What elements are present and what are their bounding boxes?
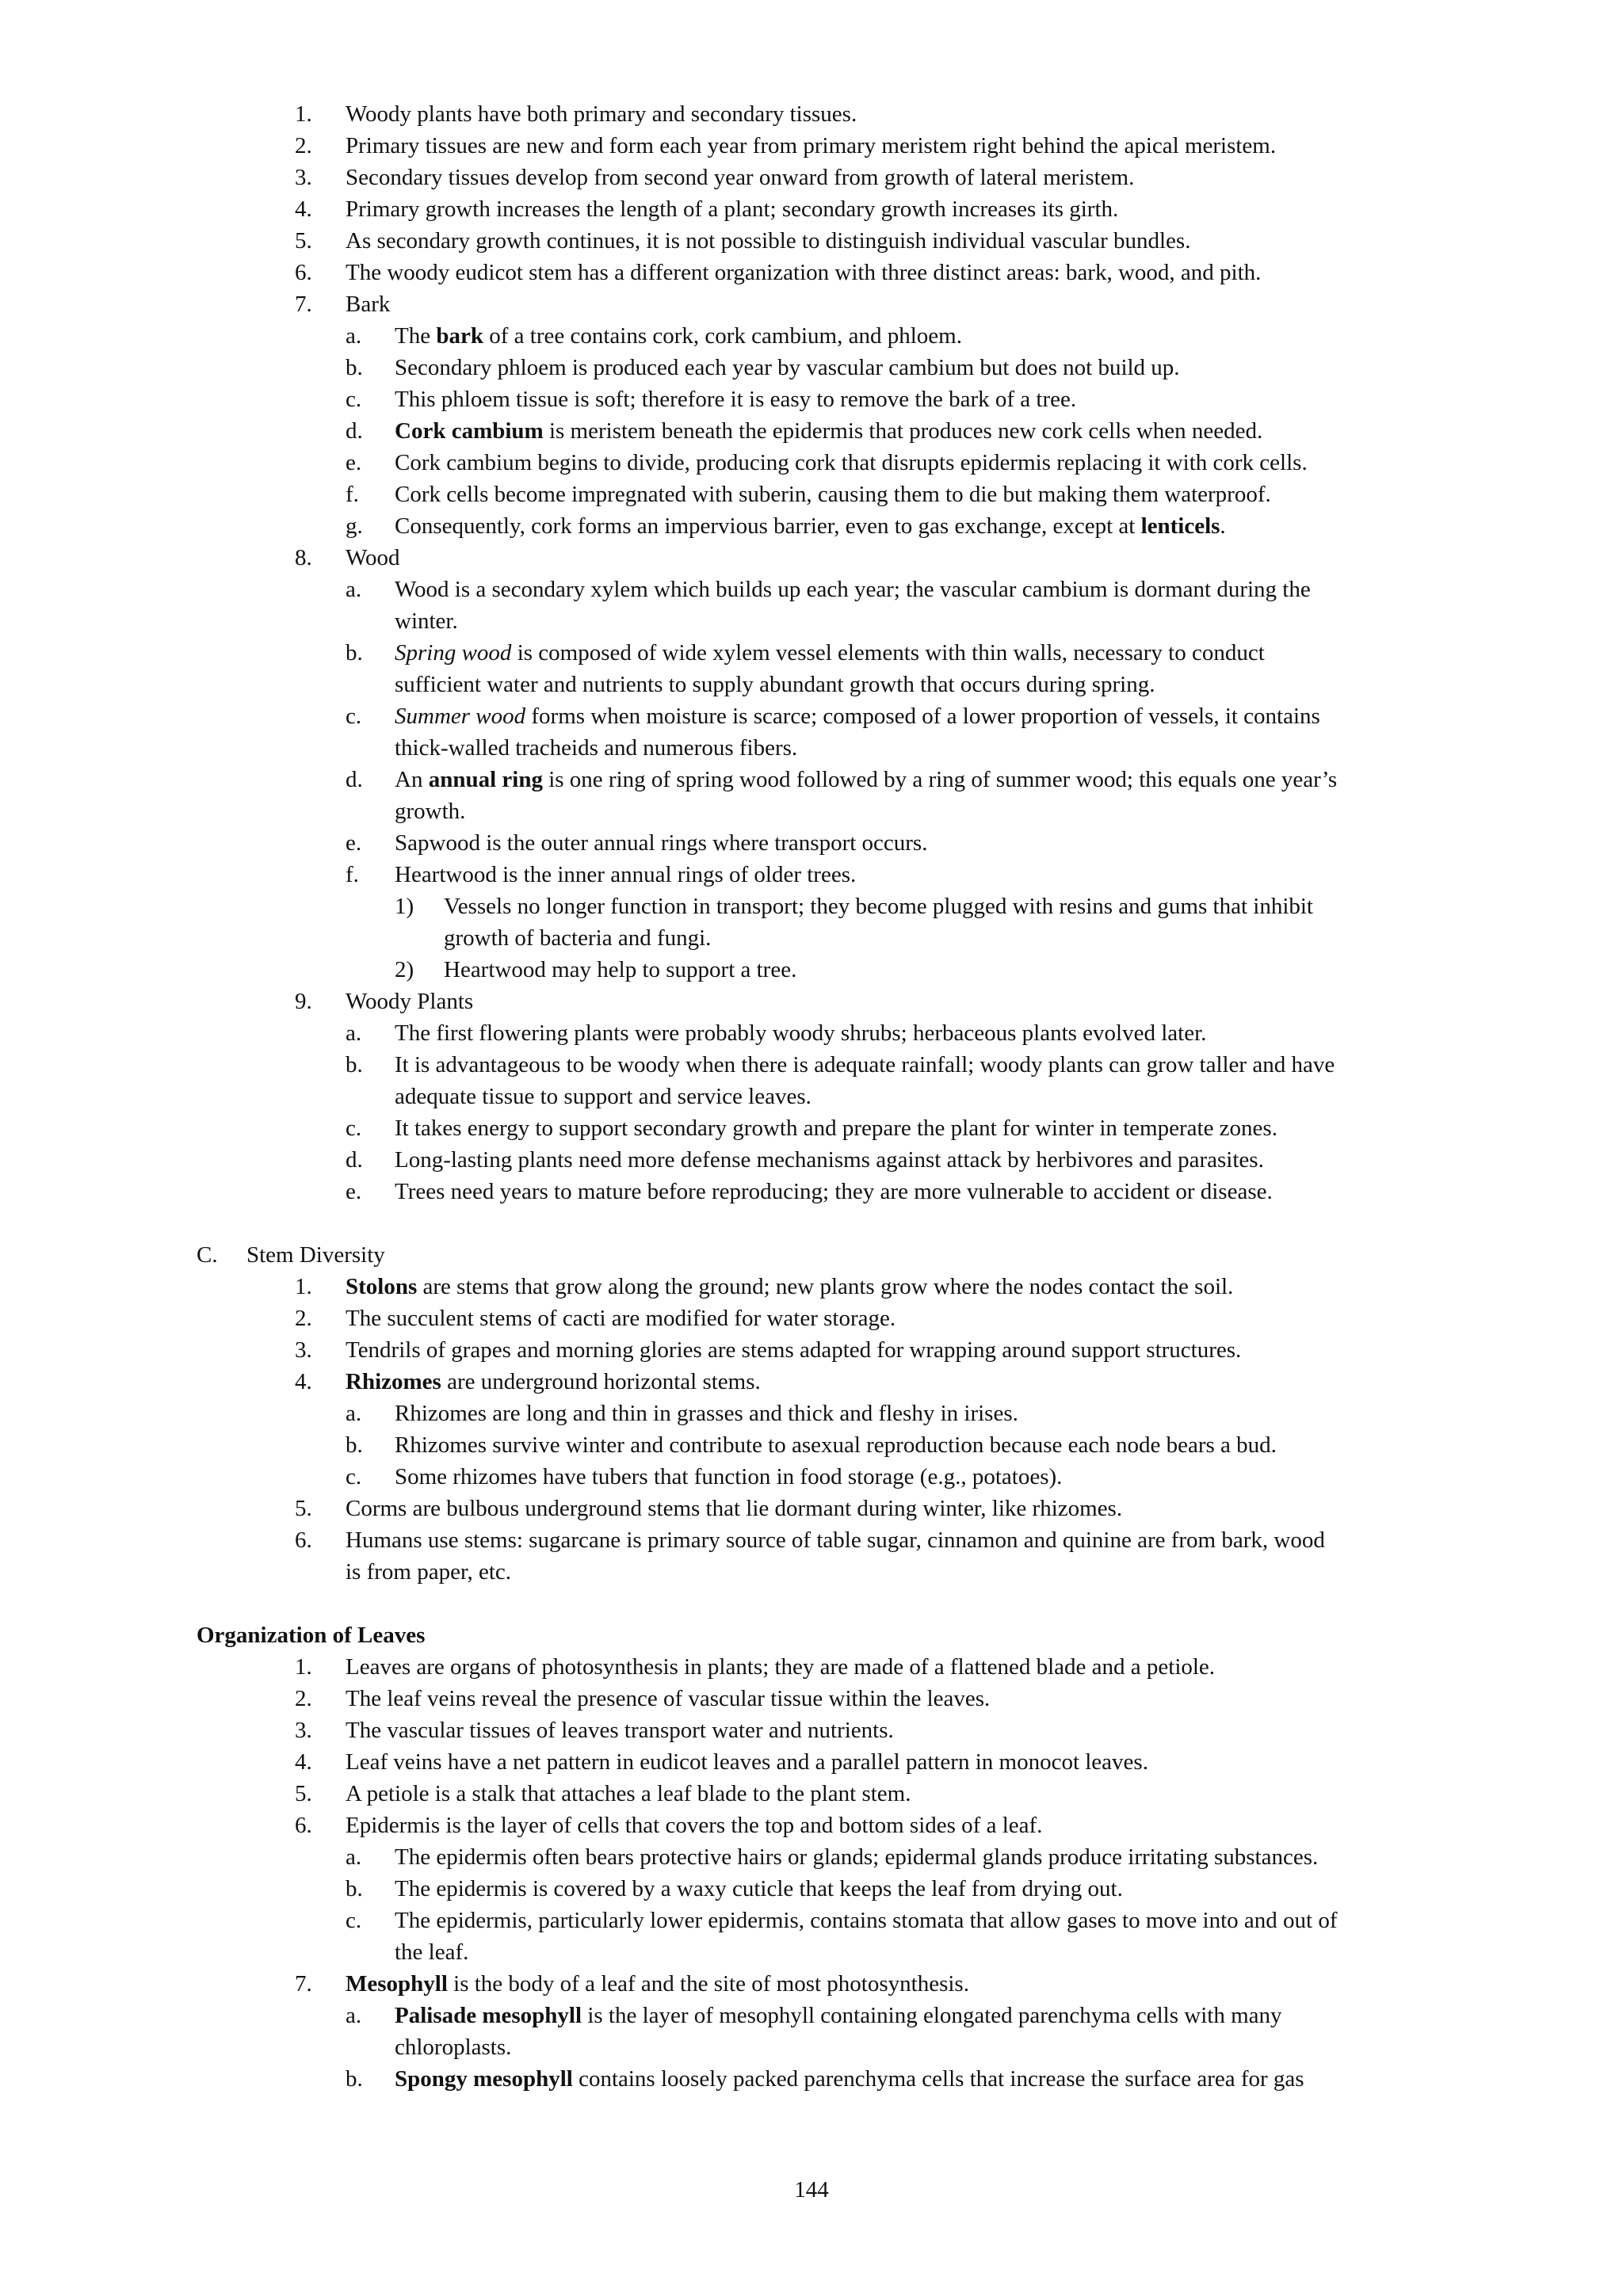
list-subitem-continued: adequate tissue to support and service leaves. xyxy=(395,1084,812,1109)
list-item: 4. Leaf veins have a net pattern in eudicot leaves and a parallel pattern in monocot leaves. xyxy=(295,1749,1148,1775)
list-item: 5. Corms are bulbous underground stems that lie dormant during winter, like rhizomes. xyxy=(295,1496,1123,1521)
section-heading-leaves: Organization of Leaves xyxy=(197,1623,426,1648)
list-subitem: b. Rhizomes survive winter and contribute to asexual reproduction because each node bears a bud. xyxy=(346,1432,1277,1458)
list-subitem-continued: growth. xyxy=(395,799,466,824)
list-subitem-continued: sufficient water and nutrients to supply abundant growth that occurs during spring. xyxy=(395,672,1155,697)
list-subitem: c. Summer wood forms when moisture is scarce; composed of a lower proportion of vessels, it contains xyxy=(346,704,1320,729)
italic-term: Summer wood xyxy=(395,704,526,729)
list-item: 5. A petiole is a stalk that attaches a leaf blade to the plant stem. xyxy=(295,1781,911,1806)
list-subitem: b. Spongy mesophyll contains loosely packed parenchyma cells that increase the surface area for gas xyxy=(346,2066,1304,2092)
list-subitem: f. Cork cells become impregnated with suberin, causing them to die but making them waterproof. xyxy=(346,482,1271,507)
list-item: 6. Humans use stems: sugarcane is primary source of table sugar, cinnamon and quinine are from bark, wood xyxy=(295,1527,1325,1553)
list-item-wood: 8. Wood xyxy=(295,545,400,570)
italic-term: Spring wood xyxy=(395,640,512,666)
bold-term: Stolons xyxy=(346,1274,418,1299)
list-item: 4. Rhizomes are underground horizontal stems. xyxy=(295,1369,761,1394)
list-subitem: e. Cork cambium begins to divide, producing cork that disrupts epidermis replacing it with cork cells. xyxy=(346,450,1308,475)
bold-term: Palisade mesophyll xyxy=(395,2003,582,2028)
list-subitem: b. The epidermis is covered by a waxy cuticle that keeps the leaf from drying out. xyxy=(346,1876,1123,1901)
list-subitem: b. Secondary phloem is produced each year by vascular cambium but does not build up. xyxy=(346,355,1180,380)
list-subitem: b. Spring wood is composed of wide xylem vessel elements with thin walls, necessary to conduct xyxy=(346,640,1265,666)
list-subitem: d. An annual ring is one ring of spring wood followed by a ring of summer wood; this equals one year’s xyxy=(346,767,1338,792)
list-subitem: e. Trees need years to mature before reproducing; they are more vulnerable to accident or disease. xyxy=(346,1179,1273,1204)
list-item: 3. Tendrils of grapes and morning glories are stems adapted for wrapping around support structures. xyxy=(295,1337,1242,1363)
list-item: 1. Leaves are organs of photosynthesis in plants; they are made of a flattened blade and a petiole. xyxy=(295,1654,1216,1680)
list-subitem-continued: thick-walled tracheids and numerous fibers. xyxy=(395,735,798,761)
bold-term: lenticels xyxy=(1140,513,1220,539)
list-subitem: c. The epidermis, particularly lower epidermis, contains stomata that allow gases to move into and out of xyxy=(346,1908,1338,1933)
list-item: 7. Mesophyll is the body of a leaf and the site of most photosynthesis. xyxy=(295,1971,969,1997)
list-item-continued: is from paper, etc. xyxy=(346,1559,512,1585)
section-heading-stem-diversity: C. Stem Diversity xyxy=(197,1242,385,1268)
list-subitem: d. Long-lasting plants need more defense mechanisms against attack by herbivores and parasites. xyxy=(346,1147,1264,1173)
list-subitem: f. Heartwood is the inner annual rings of older trees. xyxy=(346,862,857,887)
list-item: 2. The succulent stems of cacti are modified for water storage. xyxy=(295,1306,896,1331)
list-item-woody-plants: 9. Woody Plants xyxy=(295,989,474,1014)
list-subitem-continued: winter. xyxy=(395,608,458,634)
bold-term: bark xyxy=(436,323,483,349)
list-item: 3. Secondary tissues develop from second year onward from growth of lateral meristem. xyxy=(295,165,1135,190)
list-subsubitem: 2) Heartwood may help to support a tree. xyxy=(395,957,797,982)
list-subitem: b. It is advantageous to be woody when there is adequate rainfall; woody plants can grow taller and have xyxy=(346,1052,1335,1077)
list-item: 6. The woody eudicot stem has a different organization with three distinct areas: bark, wood, and pith. xyxy=(295,260,1262,285)
list-subitem: a. Palisade mesophyll is the layer of mesophyll containing elongated parenchyma cells with many xyxy=(346,2003,1282,2028)
list-item: 6. Epidermis is the layer of cells that covers the top and bottom sides of a leaf. xyxy=(295,1813,1043,1838)
list-subsubitem: 1) Vessels no longer function in transport; they become plugged with resins and gums that inhibit xyxy=(395,894,1313,919)
list-item: 3. The vascular tissues of leaves transport water and nutrients. xyxy=(295,1718,894,1743)
page-number-row xyxy=(0,2174,1623,2206)
list-item: 5. As secondary growth continues, it is not possible to distinguish individual vascular bundles. xyxy=(295,228,1191,254)
list-item: 2. Primary tissues are new and form each year from primary meristem right behind the apical meristem. xyxy=(295,133,1277,158)
bold-term: Mesophyll xyxy=(346,1971,448,1997)
list-subitem: c. It takes energy to support secondary growth and prepare the plant for winter in temperate zones. xyxy=(346,1116,1277,1141)
list-subitem: d. Cork cambium is meristem beneath the epidermis that produces new cork cells when needed. xyxy=(346,418,1263,444)
list-subitem: a. The first flowering plants were probably woody shrubs; herbaceous plants evolved later. xyxy=(346,1020,1207,1046)
list-item: 1. Stolons are stems that grow along the ground; new plants grow where the nodes contact the soil. xyxy=(295,1274,1234,1299)
bold-term: Rhizomes xyxy=(346,1369,441,1394)
list-item-bark: 7. Bark xyxy=(295,292,391,317)
list-subitem: a. The bark of a tree contains cork, cork cambium, and phloem. xyxy=(346,323,962,349)
list-subsubitem-continued: growth of bacteria and fungi. xyxy=(444,925,712,951)
list-subitem: g. Consequently, cork forms an impervious barrier, even to gas exchange, except at lenticels. xyxy=(346,513,1226,539)
list-subitem-continued: chloroplasts. xyxy=(395,2035,512,2060)
list-subitem: c. Some rhizomes have tubers that function in food storage (e.g., potatoes). xyxy=(346,1464,1063,1489)
bold-term: Cork cambium xyxy=(395,418,544,444)
list-subitem-continued: the leaf. xyxy=(395,1939,469,1965)
page-number: 144 xyxy=(794,2177,829,2203)
list-item: 4. Primary growth increases the length of a plant; secondary growth increases its girth. xyxy=(295,196,1119,222)
list-subitem: c. This phloem tissue is soft; therefore it is easy to remove the bark of a tree. xyxy=(346,387,1077,412)
list-item: 1. Woody plants have both primary and secondary tissues. xyxy=(295,101,857,127)
list-subitem: a. Wood is a secondary xylem which builds up each year; the vascular cambium is dormant during the xyxy=(346,577,1311,602)
list-subitem: a. The epidermis often bears protective hairs or glands; epidermal glands produce irritating substances. xyxy=(346,1844,1319,1870)
bold-term: annual ring xyxy=(428,767,543,792)
list-subitem: e. Sapwood is the outer annual rings where transport occurs. xyxy=(346,830,928,856)
list-item: 2. The leaf veins reveal the presence of vascular tissue within the leaves. xyxy=(295,1686,991,1711)
list-subitem: a. Rhizomes are long and thin in grasses and thick and fleshy in irises. xyxy=(346,1401,1018,1426)
bold-term: Spongy mesophyll xyxy=(395,2066,573,2092)
